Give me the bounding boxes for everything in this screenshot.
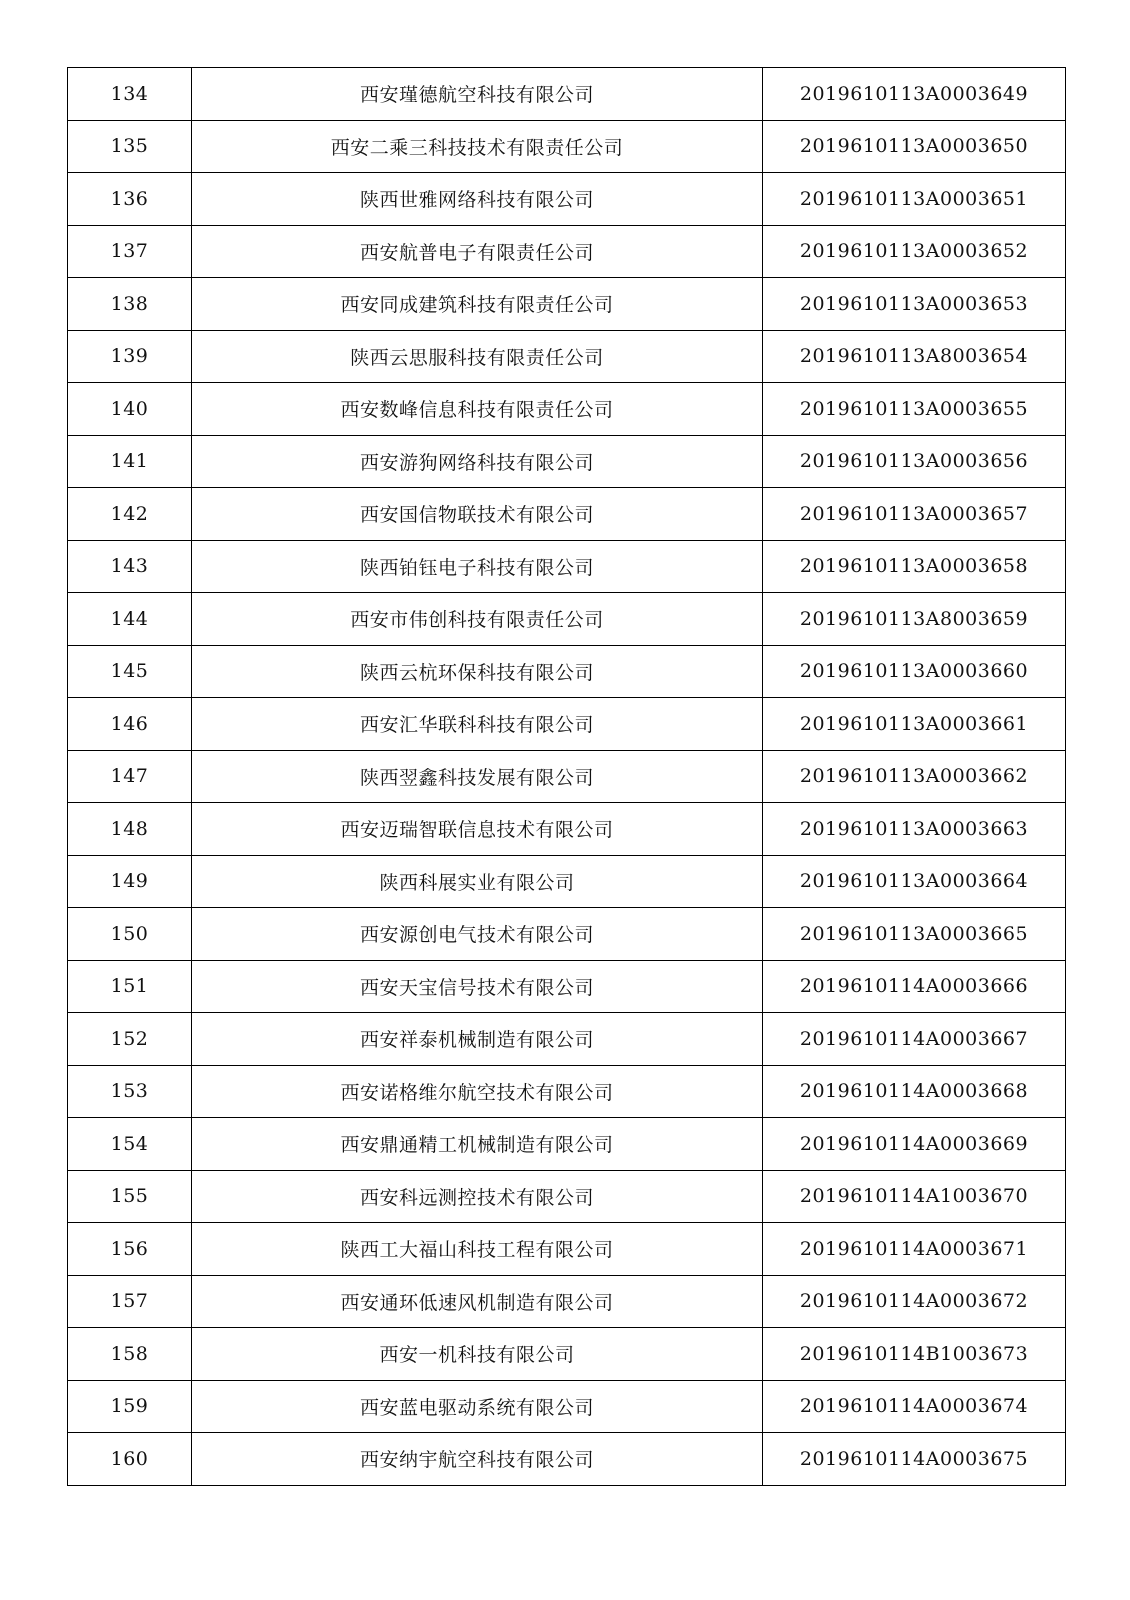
company-name-cell: 西安源创电气技术有限公司: [192, 908, 763, 961]
registration-code-cell: 2019610113A0003663: [763, 803, 1066, 856]
registration-code-cell: 2019610113A8003659: [763, 593, 1066, 646]
company-name-cell: 西安一机科技有限公司: [192, 1328, 763, 1381]
company-name-cell: 西安瑾德航空科技有限公司: [192, 68, 763, 121]
row-index-cell: 152: [68, 1013, 192, 1066]
table-row: [68, 1433, 1066, 1486]
company-name-cell: 西安航普电子有限责任公司: [192, 225, 763, 278]
company-name-cell: 西安天宝信号技术有限公司: [192, 960, 763, 1013]
table-row: [68, 1065, 1066, 1118]
row-index-cell: 156: [68, 1223, 192, 1276]
company-registry-table: [67, 67, 1066, 1486]
company-name-cell: 西安通环低速风机制造有限公司: [192, 1275, 763, 1328]
registration-code-cell: 2019610114A0003671: [763, 1223, 1066, 1276]
table-row: [68, 540, 1066, 593]
company-name-cell: 西安同成建筑科技有限责任公司: [192, 278, 763, 331]
registration-code-cell: 2019610113A0003656: [763, 435, 1066, 488]
table-row: [68, 1223, 1066, 1276]
table-row: [68, 1275, 1066, 1328]
company-name-cell: 西安游狗网络科技有限公司: [192, 435, 763, 488]
company-name-cell: 西安汇华联科科技有限公司: [192, 698, 763, 751]
company-name-cell: 西安鼎通精工机械制造有限公司: [192, 1118, 763, 1171]
company-name-cell: 陕西铂钰电子科技有限公司: [192, 540, 763, 593]
company-name-cell: 西安迈瑞智联信息技术有限公司: [192, 803, 763, 856]
registration-code-cell: 2019610114A0003667: [763, 1013, 1066, 1066]
row-index-cell: 151: [68, 960, 192, 1013]
row-index-cell: 141: [68, 435, 192, 488]
table-row: [68, 278, 1066, 331]
table-row: [68, 1118, 1066, 1171]
row-index-cell: 143: [68, 540, 192, 593]
company-name-cell: 西安科远测控技术有限公司: [192, 1170, 763, 1223]
company-name-cell: 陕西云杭环保科技有限公司: [192, 645, 763, 698]
company-name-cell: 陕西世雅网络科技有限公司: [192, 173, 763, 226]
table-row: [68, 383, 1066, 436]
table-row: [68, 750, 1066, 803]
table-row: [68, 120, 1066, 173]
table-row: [68, 1170, 1066, 1223]
table-row: [68, 330, 1066, 383]
registration-code-cell: 2019610113A0003664: [763, 855, 1066, 908]
row-index-cell: 159: [68, 1380, 192, 1433]
registration-code-cell: 2019610113A0003651: [763, 173, 1066, 226]
table-row: [68, 593, 1066, 646]
company-name-cell: 陕西工大福山科技工程有限公司: [192, 1223, 763, 1276]
row-index-cell: 142: [68, 488, 192, 541]
company-name-cell: 陕西翌鑫科技发展有限公司: [192, 750, 763, 803]
row-index-cell: 148: [68, 803, 192, 856]
table-row: [68, 435, 1066, 488]
row-index-cell: 153: [68, 1065, 192, 1118]
row-index-cell: 135: [68, 120, 192, 173]
registration-code-cell: 2019610113A8003654: [763, 330, 1066, 383]
company-name-cell: 西安国信物联技术有限公司: [192, 488, 763, 541]
registration-code-cell: 2019610113A0003657: [763, 488, 1066, 541]
table-row: [68, 1013, 1066, 1066]
registration-code-cell: 2019610114A1003670: [763, 1170, 1066, 1223]
row-index-cell: 154: [68, 1118, 192, 1171]
table-row: [68, 698, 1066, 751]
row-index-cell: 134: [68, 68, 192, 121]
company-name-cell: 西安二乘三科技技术有限责任公司: [192, 120, 763, 173]
registration-code-cell: 2019610114A0003674: [763, 1380, 1066, 1433]
company-name-cell: 陕西云思服科技有限责任公司: [192, 330, 763, 383]
table-row: [68, 68, 1066, 121]
row-index-cell: 147: [68, 750, 192, 803]
registration-code-cell: 2019610113A0003650: [763, 120, 1066, 173]
company-name-cell: 西安诺格维尔航空技术有限公司: [192, 1065, 763, 1118]
row-index-cell: 150: [68, 908, 192, 961]
registration-code-cell: 2019610114A0003666: [763, 960, 1066, 1013]
table-row: [68, 1328, 1066, 1381]
table-row: [68, 855, 1066, 908]
table-row: [68, 960, 1066, 1013]
row-index-cell: 149: [68, 855, 192, 908]
row-index-cell: 146: [68, 698, 192, 751]
row-index-cell: 155: [68, 1170, 192, 1223]
registration-code-cell: 2019610114A0003669: [763, 1118, 1066, 1171]
registration-code-cell: 2019610114B1003673: [763, 1328, 1066, 1381]
row-index-cell: 144: [68, 593, 192, 646]
table-row: [68, 488, 1066, 541]
company-name-cell: 西安祥泰机械制造有限公司: [192, 1013, 763, 1066]
registration-code-cell: 2019610113A0003653: [763, 278, 1066, 331]
row-index-cell: 158: [68, 1328, 192, 1381]
table-row: [68, 225, 1066, 278]
registration-code-cell: 2019610114A0003668: [763, 1065, 1066, 1118]
registration-code-cell: 2019610113A0003649: [763, 68, 1066, 121]
company-name-cell: 西安市伟创科技有限责任公司: [192, 593, 763, 646]
table-row: [68, 173, 1066, 226]
table-row: [68, 1380, 1066, 1433]
table-body: [68, 68, 1066, 1486]
row-index-cell: 157: [68, 1275, 192, 1328]
registration-code-cell: 2019610113A0003655: [763, 383, 1066, 436]
row-index-cell: 140: [68, 383, 192, 436]
row-index-cell: 139: [68, 330, 192, 383]
table-row: [68, 908, 1066, 961]
row-index-cell: 145: [68, 645, 192, 698]
table-row: [68, 803, 1066, 856]
company-name-cell: 陕西科展实业有限公司: [192, 855, 763, 908]
registration-code-cell: 2019610113A0003665: [763, 908, 1066, 961]
table-row: [68, 645, 1066, 698]
company-name-cell: 西安蓝电驱动系统有限公司: [192, 1380, 763, 1433]
registration-code-cell: 2019610113A0003662: [763, 750, 1066, 803]
row-index-cell: 136: [68, 173, 192, 226]
registration-code-cell: 2019610114A0003672: [763, 1275, 1066, 1328]
company-name-cell: 西安纳宇航空科技有限公司: [192, 1433, 763, 1486]
registration-code-cell: 2019610113A0003661: [763, 698, 1066, 751]
registration-code-cell: 2019610114A0003675: [763, 1433, 1066, 1486]
row-index-cell: 160: [68, 1433, 192, 1486]
row-index-cell: 137: [68, 225, 192, 278]
registration-code-cell: 2019610113A0003658: [763, 540, 1066, 593]
registration-code-cell: 2019610113A0003652: [763, 225, 1066, 278]
row-index-cell: 138: [68, 278, 192, 331]
registration-code-cell: 2019610113A0003660: [763, 645, 1066, 698]
company-name-cell: 西安数峰信息科技有限责任公司: [192, 383, 763, 436]
